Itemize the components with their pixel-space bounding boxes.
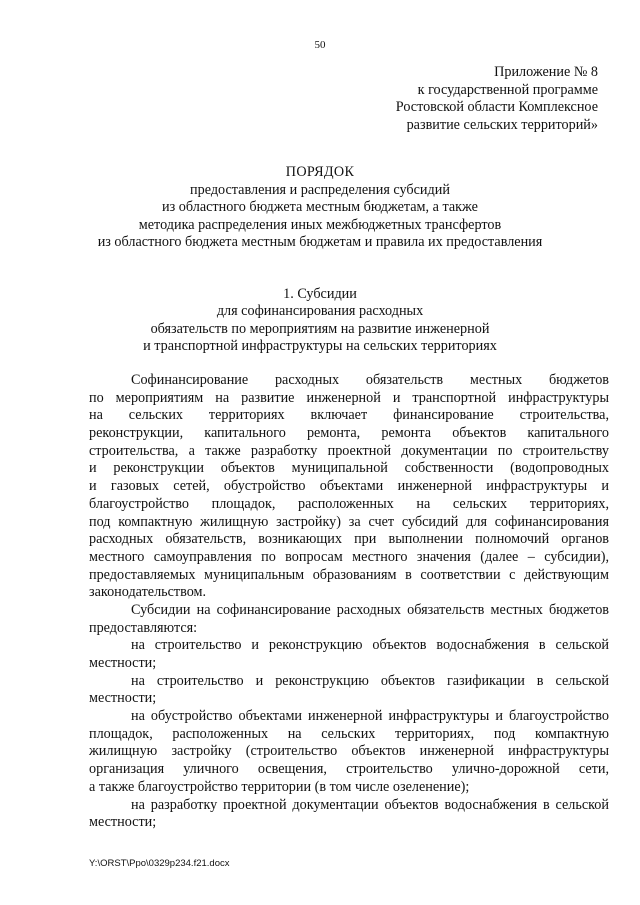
body-line: местности;: [89, 655, 157, 671]
order-subtitle-line: из областного бюджета местным бюджетам, а также: [162, 199, 478, 216]
body-line: местности;: [89, 690, 157, 707]
appendix-block: [338, 64, 598, 134]
section-heading-line: и транспортной инфраструктуры на сельских территориях: [143, 337, 497, 354]
section-heading-line: для софинансирования расходных: [216, 303, 424, 320]
body-line: законодательством.: [89, 584, 207, 601]
body-line: а также благоустройство территории (в том числе озеленение);: [89, 778, 470, 795]
body-line: площадок, расположенных на сельских территориях, под компактную: [89, 725, 609, 742]
body-line: жилищную застройку (строительство объектов инженерной инфраструктуры: [89, 743, 609, 760]
body-line: местности;: [89, 814, 157, 831]
body-line: организация уличного освещения, строительство улично-дорожной сети,: [89, 761, 609, 778]
order-subtitle-line: из областного бюджета местным бюджетам и правила их предоставления: [97, 233, 543, 250]
order-subtitle: [0, 182, 640, 251]
body-text: [89, 372, 609, 832]
section-heading-line: обязательств по мероприятиям на развитие инженерной: [150, 320, 490, 337]
order-title: ПОРЯДОК: [285, 164, 355, 180]
body-line: строительства, а также разработку проектной документации по строительству: [89, 442, 609, 459]
body-line: на разработку проектной документации объектов водоснабжения в сельской: [131, 796, 609, 813]
body-line: на строительство и реконструкцию объектов газификации в сельской: [131, 672, 609, 689]
appendix-line: к государственной программе: [417, 81, 598, 98]
body-line: предоставляются:: [89, 619, 198, 636]
section-heading: [0, 286, 640, 355]
appendix-line: Приложение № 8: [494, 64, 598, 80]
section-heading-line: 1. Субсидии: [283, 286, 357, 302]
body-line: по мероприятиям на развитие инженерной и транспортной инфраструктуры: [89, 389, 609, 406]
body-line: предоставляемых муниципальным образованиям в соответствии с действующим: [89, 566, 609, 583]
body-line: и газовых сетей, обустройство объектами инженерной инфраструктуры и: [89, 478, 609, 495]
body-line: на сельских территориях включает финансирование строительства,: [89, 407, 609, 424]
body-line: местного самоуправления по вопросам местного значения (далее – субсидии),: [89, 548, 609, 565]
body-line: Софинансирование расходных обязательств местных бюджетов: [131, 372, 609, 388]
body-line: и реконструкции объектов муниципальной собственности (водопроводных: [89, 460, 609, 477]
order-subtitle-line: предоставления и распределения субсидий: [190, 182, 450, 198]
body-line: Субсидии на софинансирование расходных обязательств местных бюджетов: [131, 601, 609, 618]
body-line: благоустройство площадок, расположенных на сельских территориях,: [89, 495, 609, 512]
appendix-line: Ростовской области Комплексное: [395, 99, 598, 115]
order-subtitle-line: методика распределения иных межбюджетных трансфертов: [138, 216, 502, 233]
body-line: расходных обязательств, возникающих при выполнении полномочий органов: [89, 531, 609, 548]
body-line: реконструкции, капитального ремонта, ремонта объектов капитального: [89, 425, 609, 442]
body-line: на обустройство объектами инженерной инфраструктуры и благоустройство: [131, 708, 609, 725]
body-line: под компактную жилищную застройку) за счет субсидий для софинансирования: [89, 513, 609, 530]
body-line: на строительство и реконструкцию объектов водоснабжения в сельской: [131, 637, 609, 654]
page-number: 50: [314, 39, 326, 51]
footer-file-path: Y:\ORST\Ppo\0329p234.f21.docx: [89, 858, 230, 869]
appendix-line: развитие сельских территорий»: [406, 116, 598, 133]
